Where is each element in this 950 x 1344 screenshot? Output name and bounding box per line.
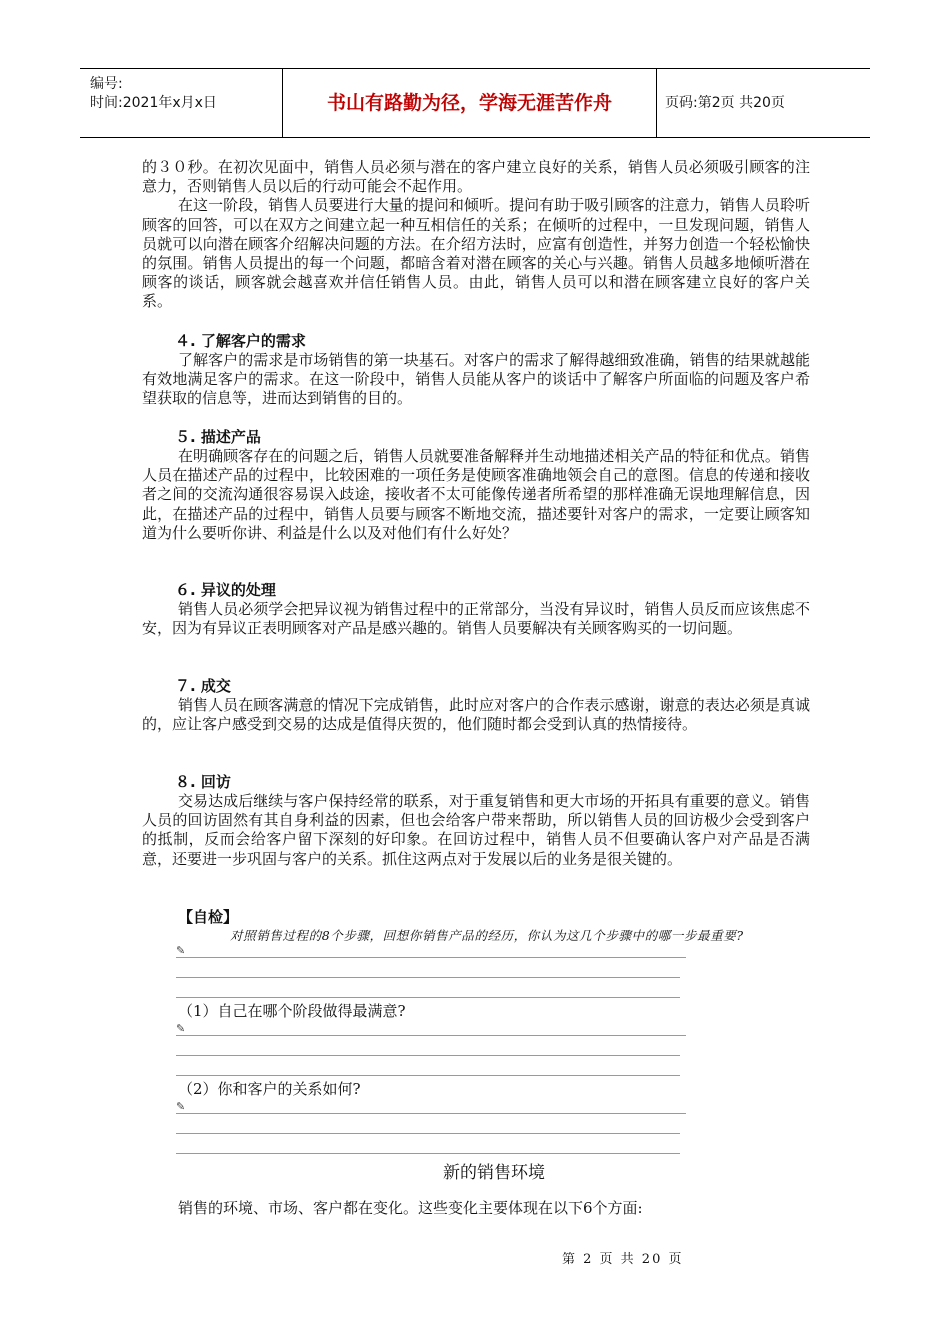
answer-line — [176, 1075, 680, 1076]
document-number-label: 编号: — [90, 76, 123, 92]
self-check-title: 【自检】 — [178, 908, 239, 926]
page-footer: 第 2 页 共 20 页 — [562, 1252, 684, 1267]
header-motto: 书山有路勤为径，学海无涯苦作舟 — [326, 92, 612, 114]
section-paragraph: 在明确顾客存在的问题之后，销售人员就要准备解释并生动地描述相关产品的特征和优点。销售人员在描述产品的过程中，比较困难的一项任务是使顾客准确地领会自己的意图。信息的传递和接收者之间的交流沟通很容易误入歧途，接收者不太可能像传递者所希望的那样准确无误地理解信息，因此，在描述产品的过程中，销售人员要与顾客不断地交流，描述要针对客户的需求，一定要让顾客知道为什么要听你讲、利益是什么以及对他们有什么好处？ — [142, 447, 810, 542]
answer-line — [176, 1113, 686, 1114]
section-paragraph: 销售人员在顾客满意的情况下完成销售，此时应对客户的合作表示感谢，谢意的表达必须是真诚的，应让客户感受到交易的达成是值得庆贺的，他们随时都会受到认真的热情接待。 — [142, 696, 810, 734]
section-body — [142, 696, 810, 734]
section-paragraph: 销售人员必须学会把异议视为销售过程中的正常部分，当没有异议时，销售人员反而应该焦虑不安，因为有异议正表明顾客对产品是感兴趣的。销售人员要解决有关顾客购买的一切问题。 — [142, 600, 810, 638]
answer-line — [176, 977, 680, 978]
page-header — [80, 68, 870, 138]
header-left-cell — [80, 69, 283, 137]
header-page-info: 页码:第2页 共20页 — [665, 95, 785, 111]
answer-line — [176, 997, 680, 998]
answer-line — [176, 1035, 686, 1036]
pencil-icon: ✎ — [176, 1022, 186, 1035]
section-body — [142, 792, 810, 869]
intro-paragraph: 的３０秒。在初次见面中，销售人员必须与潜在的客户建立良好的关系，销售人员必须吸引顾客的注意力，否则销售人员以后的行动可能会不起作用。 — [142, 158, 810, 196]
section-paragraph: 了解客户的需求是市场销售的第一块基石。对客户的需求了解得越细致准确，销售的结果就越能有效地满足客户的需求。在这一阶段中，销售人员能从客户的谈话中了解客户所面临的问题及客户希望获取的信息等，进而达到销售的目的。 — [142, 351, 810, 408]
intro-block — [142, 158, 810, 312]
answer-line — [176, 1153, 680, 1154]
new-section-intro: 销售的环境、市场、客户都在变化。这些变化主要体现在以下6个方面: — [178, 1199, 643, 1217]
answer-line — [176, 1133, 680, 1134]
intro-paragraph: 在这一阶段，销售人员要进行大量的提问和倾听。提问有助于吸引顾客的注意力，销售人员聆听顾客的回答，可以在双方之间建立起一种互相信任的关系；在倾听的过程中，一旦发现问题，销售人员就可以向潜在顾客介绍解决问题的方法。在介绍方法时，应富有创造性，并努力创造一个轻松愉快的氛围。销售人员提出的每一个问题，都暗含着对潜在顾客的关心与兴趣。销售人员越多地倾听潜在顾客的谈话，顾客就会越喜欢并信任销售人员。由此，销售人员可以和潜在顾客建立良好的客户关系。 — [142, 196, 810, 311]
section-heading: ５. 描述产品 — [175, 428, 261, 446]
section-heading: ４. 了解客户的需求 — [175, 332, 306, 350]
section-body — [142, 447, 810, 543]
section-body — [142, 351, 810, 409]
header-middle-cell — [283, 69, 657, 137]
self-check-question: 对照销售过程的8个步骤，回想你销售产品的经历，你认为这几个步骤中的哪一步最重要? — [230, 928, 744, 943]
pencil-icon: ✎ — [176, 1100, 186, 1113]
header-right-cell — [657, 69, 870, 137]
answer-line — [176, 957, 686, 958]
section-heading: ７. 成交 — [175, 677, 231, 695]
new-section-title: 新的销售环境 — [443, 1163, 545, 1183]
section-heading: ８. 回访 — [175, 773, 231, 791]
section-paragraph: 交易达成后继续与客户保持经常的联系，对于重复销售和更大市场的开拓具有重要的意义。销售人员的回访固然有其自身利益的因素，但也会给客户带来帮助，所以销售人员的回访极少会受到客户的抵制，反而会给客户留下深刻的好印象。在回访过程中，销售人员不但要确认客户对产品是否满意，还要进一步巩固与客户的关系。抓住这两点对于发展以后的业务是很关键的。 — [142, 792, 810, 868]
document-time-label: 时间:2021年x月x日 — [90, 95, 217, 111]
self-check-subquestion: （2）你和客户的关系如何? — [178, 1080, 361, 1098]
answer-line — [176, 1055, 680, 1056]
pencil-icon: ✎ — [176, 944, 186, 957]
section-heading: ６. 异议的处理 — [175, 581, 276, 599]
section-body — [142, 600, 810, 638]
self-check-subquestion: （1）自己在哪个阶段做得最满意? — [178, 1002, 406, 1020]
